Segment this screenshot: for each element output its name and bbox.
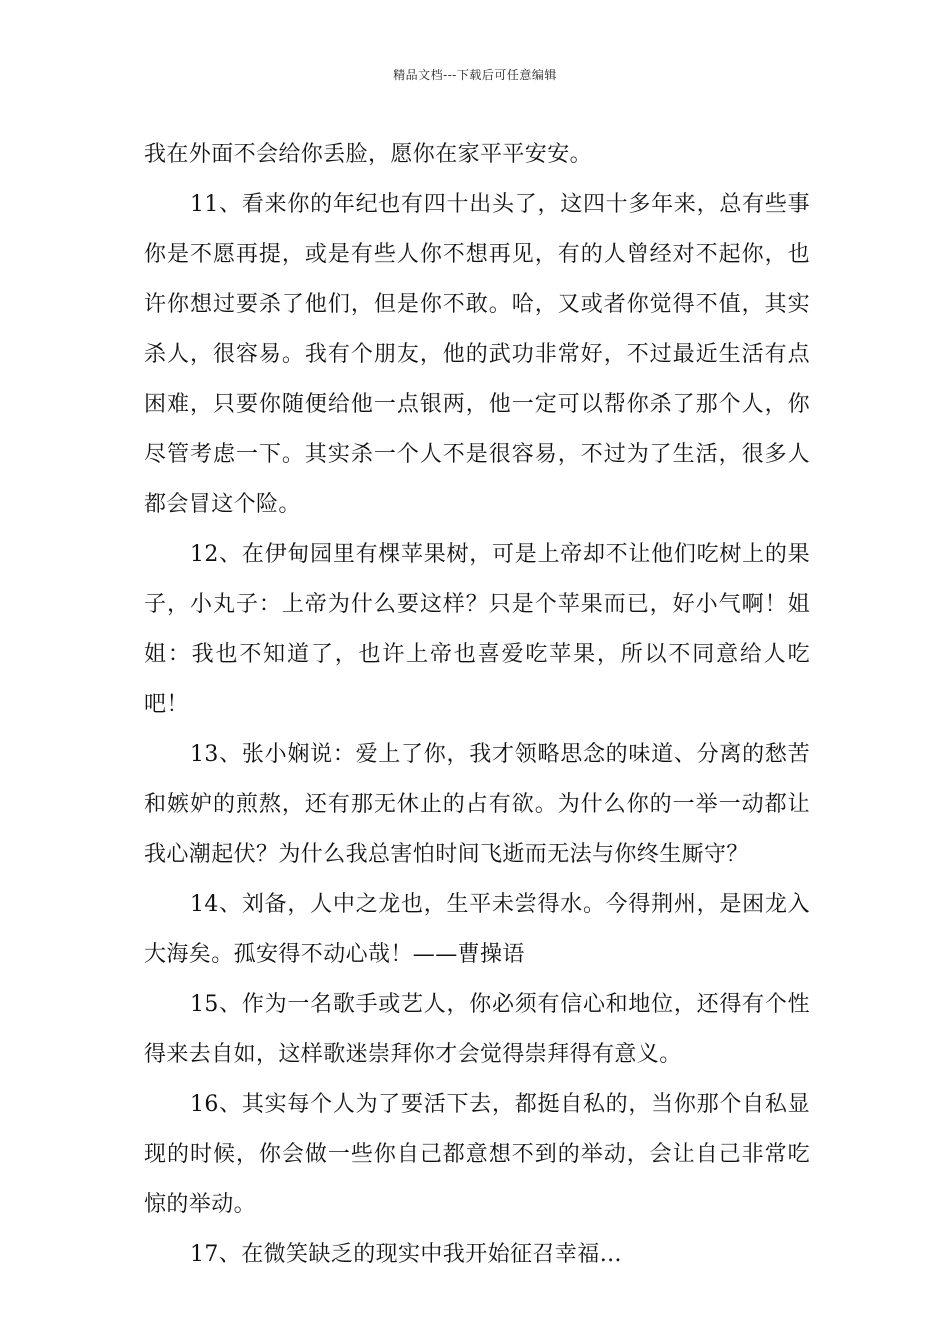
- paragraph-12: 12、在伊甸园里有棵苹果树，可是上帝却不让他们吃树上的果子，小丸子：上帝为什么要这样？只是个苹果而已，好小气啊！姐姐：我也不知道了，也许上帝也喜爱吃苹果，所以不同意给人吃吧！: [144, 542, 810, 717]
- paragraph-17: 17、在微笑缺乏的现实中我开始征召幸福…: [190, 1242, 622, 1267]
- paragraph-14: 14、刘备，人中之龙也，生平未尝得水。今得荆州，是困龙入大海矣。孤安得不动心哉！——曹操语: [144, 892, 810, 967]
- paragraph-16: 16、其实每个人为了要活下去，都挺自私的，当你那个自私显现的时候，你会做一些你自己都意想不到的举动，会让自己非常吃惊的举动。: [144, 1092, 810, 1217]
- paragraph-15: 15、作为一名歌手或艺人，你必须有信心和地位，还得有个性得来去自如，这样歌迷崇拜你才会觉得崇拜得有意义。: [144, 992, 810, 1067]
- page-header: 精品文档---下载后可任意编辑: [393, 68, 557, 82]
- paragraph-11: 11、看来你的年纪也有四十出头了，这四十多年来，总有些事你是不愿再提，或是有些人你不想再见，有的人曾经对不起你，也许你想过要杀了他们，但是你不敢。哈，又或者你觉得不值，其实杀人，很容易。我有个朋友，他的武功非常好，不过最近生活有点困难，只要你随便给他一点银两，他一定可以帮你杀了那个人，你尽管考虑一下。其实杀一个人不是很容易，不过为了生活，很多人都会冒这个险。: [144, 192, 810, 517]
- document-body: [144, 130, 810, 1280]
- paragraph-13: 13、张小娴说：爱上了你，我才领略思念的味道、分离的愁苦和嫉妒的煎熬，还有那无休止的占有欲。为什么你的一举一动都让我心潮起伏？为什么我总害怕时间飞逝而无法与你终生厮守？: [144, 742, 810, 867]
- paragraph-intro: 我在外面不会给你丢脸，愿你在家平平安安。: [144, 142, 593, 167]
